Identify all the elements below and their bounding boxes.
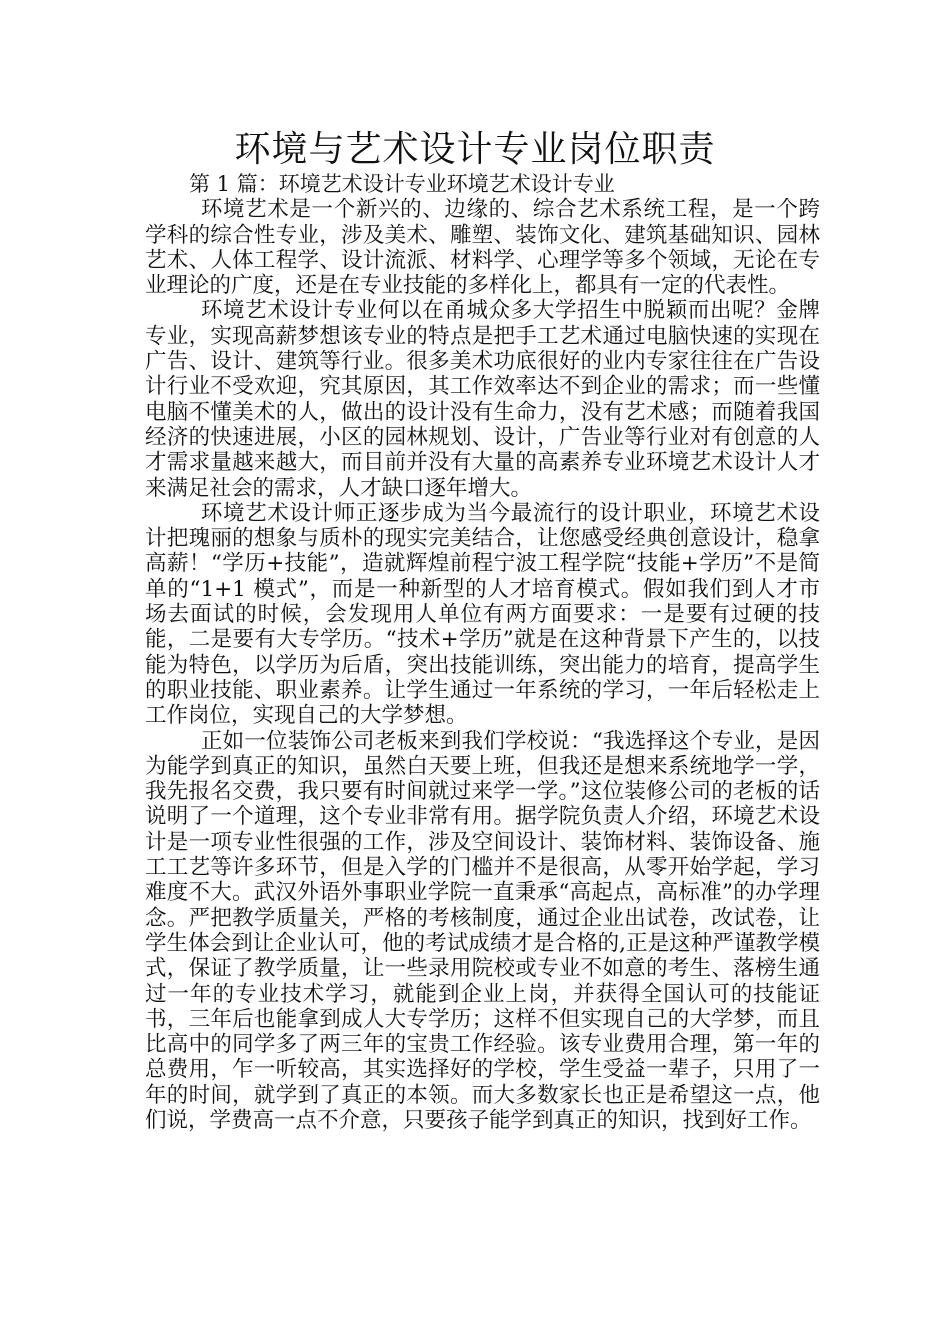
document-body <box>145 172 820 1133</box>
paragraph-3: 环境艺术设计师正逐步成为当今最流行的设计职业，环境艺术设计把瑰丽的想象与质朴的现实完美结合，让您感受经典创意设计，稳拿高薪！“学历+技能”，造就辉煌前程宁波工程学院“技能+学历”不是简单的“1+1 模式”，而是一种新型的人才培育模式。假如我们到人才市场去面试的时候，会发现用人单位有两方面要求：一是要有过硬的技能，二是要有大专学历。“技术+学历”就是在这种背景下产生的，以技能为特色，以学历为后盾，突出技能训练，突出能力的培育，提高学生的职业技能、职业素养。让学生通过一年系统的学习，一年后轻松走上工作岗位，实现自己的大学梦想。 <box>145 500 820 729</box>
paragraph-1: 环境艺术是一个新兴的、边缘的、综合艺术系统工程，是一个跨学科的综合性专业，涉及美术、雕塑、装饰文化、建筑基础知识、园林艺术、人体工程学、设计流派、材料学、心理学等多个领域，无论在专业理论的广度，还是在专业技能的多样化上，都具有一定的代表性。 <box>145 197 820 299</box>
document-title: 环境与艺术设计专业岗位职责 <box>234 129 716 170</box>
section-heading: 第 1 篇：环境艺术设计专业环境艺术设计专业 <box>189 172 615 196</box>
paragraph-4: 正如一位装饰公司老板来到我们学校说：“我选择这个专业，是因为能学到真正的知识，虽然白天要上班，但我还是想来系统地学一学，我先报名交费，我只要有时间就过来学一学。”这位装修公司的老板的话说明了一个道理，这个专业非常有用。据学院负责人介绍，环境艺术设计是一项专业性很强的工作，涉及空间设计、装饰材料、装饰设备、施工工艺等许多环节，但是入学的门槛并不是很高，从零开始学起，学习难度不大。武汉外语外事职业学院一直秉承“高起点，高标准”的办学理念。严把教学质量关，严格的考核制度，通过企业出试卷，改试卷，让学生体会到让企业认可，他的考试成绩才是合格的,正是这种严谨教学模式，保证了教学质量，让一些录用院校或专业不如意的考生、落榜生通过一年的专业技术学习，就能到企业上岗，并获得全国认可的技能证书，三年后也能拿到成人大专学历；这样不但实现自己的大学梦，而且比高中的同学多了两三年的宝贵工作经验。该专业费用合理，第一年的总费用，乍一听较高，其实选择好的学校，学生受益一辈子，只用了一年的时间，就学到了真正的本领。而大多数家长也正是希望这一点，他们说，学费高一点不介意，只要孩子能学到真正的知识，找到好工作。 <box>145 728 820 1133</box>
paragraph-2: 环境艺术设计专业何以在甬城众多大学招生中脱颖而出呢？金牌专业，实现高薪梦想该专业的特点是把手工艺术通过电脑快速的实现在广告、设计、建筑等行业。很多美术功底很好的业内专家往往在广告设计行业不受欢迎，究其原因，其工作效率达不到企业的需求；而一些懂电脑不懂美术的人，做出的设计没有生命力，没有艺术感；而随着我国经济的快速进展，小区的园林规划、设计，广告业等行业对有创意的人才需求量越来越大，而目前并没有大量的高素养专业环境艺术设计人才来满足社会的需求，人才缺口逐年增大。 <box>145 298 820 501</box>
